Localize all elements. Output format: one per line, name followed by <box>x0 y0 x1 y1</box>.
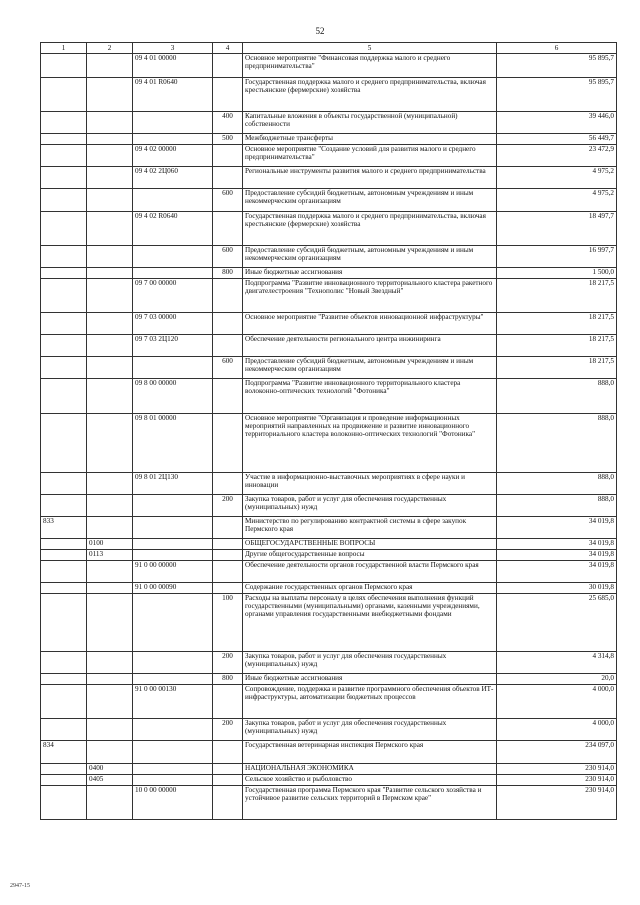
table-row <box>41 594 617 652</box>
amount-cell: 4 000,0 <box>497 719 617 741</box>
table-row <box>41 550 617 561</box>
expense-type-cell: 400 <box>213 112 243 134</box>
amount-cell: 23 472,9 <box>497 145 617 167</box>
target-article-cell <box>133 674 213 685</box>
section-code-cell <box>87 594 133 652</box>
table-row <box>41 583 617 594</box>
description-cell: Другие общегосударственные вопросы <box>243 550 497 561</box>
amount-cell: 230 914,0 <box>497 764 617 775</box>
amount-cell: 888,0 <box>497 473 617 495</box>
section-code-cell <box>87 335 133 357</box>
section-code-cell <box>87 167 133 189</box>
table-row <box>41 112 617 134</box>
agency-code-cell <box>41 539 87 550</box>
header-row <box>41 43 617 54</box>
description-cell: Основное мероприятие "Организация и проведение информационных мероприятий направленных на продвижение и развитие инновационного территориального кластера волоконно-оптических технологий "Фотоника" <box>243 414 497 473</box>
description-cell: Основное мероприятие "Развитие объектов инновационной инфраструктуры" <box>243 313 497 335</box>
table-row <box>41 379 617 414</box>
table-row <box>41 246 617 268</box>
description-cell: Закупка товаров, работ и услуг для обеспечения государственных (муниципальных) нужд <box>243 652 497 674</box>
table-row <box>41 335 617 357</box>
section-code-cell <box>87 652 133 674</box>
target-article-cell <box>133 594 213 652</box>
table-row <box>41 685 617 719</box>
table-row <box>41 78 617 112</box>
section-code-cell <box>87 189 133 212</box>
table-row <box>41 54 617 78</box>
target-article-cell: 09 8 00 00000 <box>133 379 213 414</box>
section-code-cell: 0405 <box>87 775 133 786</box>
section-code-cell <box>87 674 133 685</box>
description-cell: Иные бюджетные ассигнования <box>243 268 497 279</box>
description-cell: Закупка товаров, работ и услуг для обеспечения государственных (муниципальных) нужд <box>243 495 497 517</box>
expense-type-cell: 600 <box>213 246 243 268</box>
expense-type-cell: 600 <box>213 357 243 379</box>
target-article-cell <box>133 550 213 561</box>
agency-code-cell <box>41 414 87 473</box>
description-cell: Участие в информационно-выставочных мероприятиях в сфере науки и инновации <box>243 473 497 495</box>
header-cell-6: 6 <box>497 43 617 54</box>
expense-type-cell <box>213 775 243 786</box>
amount-cell: 18 217,5 <box>497 313 617 335</box>
target-article-cell <box>133 517 213 539</box>
description-cell: Государственная поддержка малого и среднего предпринимательства, включая крестьянские (фермерские) хозяйства <box>243 78 497 112</box>
amount-cell: 234 097,0 <box>497 741 617 764</box>
amount-cell: 20,0 <box>497 674 617 685</box>
section-code-cell <box>87 379 133 414</box>
expense-type-cell: 200 <box>213 495 243 517</box>
section-code-cell <box>87 246 133 268</box>
amount-cell: 18 217,5 <box>497 279 617 313</box>
table-row <box>41 145 617 167</box>
description-cell: Предоставление субсидий бюджетным, автономным учреждениям и иным некоммерческим организациям <box>243 357 497 379</box>
amount-cell: 4 975,2 <box>497 167 617 189</box>
expense-type-cell: 800 <box>213 268 243 279</box>
target-article-cell <box>133 357 213 379</box>
agency-code-cell: 834 <box>41 741 87 764</box>
amount-cell: 888,0 <box>497 379 617 414</box>
section-code-cell <box>87 719 133 741</box>
amount-cell: 95 895,7 <box>497 54 617 78</box>
target-article-cell <box>133 719 213 741</box>
expense-type-cell: 800 <box>213 674 243 685</box>
amount-cell: 230 914,0 <box>497 786 617 820</box>
amount-cell: 4 000,0 <box>497 685 617 719</box>
section-code-cell <box>87 313 133 335</box>
agency-code-cell <box>41 594 87 652</box>
table-row <box>41 134 617 145</box>
expense-type-cell: 600 <box>213 189 243 212</box>
agency-code-cell <box>41 112 87 134</box>
description-cell: Подпрограмма "Развитие инновационного территориального кластера волоконно-оптических технологий "Фотоника" <box>243 379 497 414</box>
target-article-cell <box>133 764 213 775</box>
table-row <box>41 652 617 674</box>
target-article-cell: 91 0 00 00000 <box>133 561 213 583</box>
section-code-cell <box>87 517 133 539</box>
section-code-cell <box>87 473 133 495</box>
expense-type-cell <box>213 583 243 594</box>
expense-type-cell <box>213 550 243 561</box>
expense-type-cell <box>213 335 243 357</box>
expense-type-cell: 500 <box>213 134 243 145</box>
expense-type-cell <box>213 54 243 78</box>
description-cell: Сопровождение, поддержка и развитие программного обеспечения объектов ИТ-инфраструктуры, автоматизации бюджетных процессов <box>243 685 497 719</box>
description-cell: ОБЩЕГОСУДАРСТВЕННЫЕ ВОПРОСЫ <box>243 539 497 550</box>
expense-type-cell <box>213 167 243 189</box>
target-article-cell <box>133 495 213 517</box>
agency-code-cell <box>41 473 87 495</box>
expense-type-cell <box>213 517 243 539</box>
target-article-cell: 09 8 01 2Ц130 <box>133 473 213 495</box>
table-row <box>41 212 617 246</box>
amount-cell: 25 685,0 <box>497 594 617 652</box>
expense-type-cell <box>213 279 243 313</box>
section-code-cell <box>87 54 133 78</box>
amount-cell: 34 019,8 <box>497 539 617 550</box>
expense-type-cell <box>213 414 243 473</box>
target-article-cell: 09 4 01 00000 <box>133 54 213 78</box>
target-article-cell: 09 7 00 00000 <box>133 279 213 313</box>
expense-type-cell <box>213 78 243 112</box>
section-code-cell: 0400 <box>87 764 133 775</box>
target-article-cell <box>133 112 213 134</box>
amount-cell: 1 500,0 <box>497 268 617 279</box>
target-article-cell <box>133 246 213 268</box>
header-cell-5: 5 <box>243 43 497 54</box>
agency-code-cell <box>41 279 87 313</box>
expense-type-cell <box>213 473 243 495</box>
agency-code-cell <box>41 357 87 379</box>
amount-cell: 4 975,2 <box>497 189 617 212</box>
section-code-cell <box>87 741 133 764</box>
target-article-cell: 09 8 01 00000 <box>133 414 213 473</box>
table-row <box>41 268 617 279</box>
description-cell: Обеспечение деятельности регионального центра инжиниринга <box>243 335 497 357</box>
description-cell: Государственная ветеринарная инспекция Пермского края <box>243 741 497 764</box>
section-code-cell: 0113 <box>87 550 133 561</box>
expense-type-cell: 100 <box>213 594 243 652</box>
target-article-cell: 91 0 00 00130 <box>133 685 213 719</box>
agency-code-cell <box>41 775 87 786</box>
target-article-cell: 09 7 03 00000 <box>133 313 213 335</box>
section-code-cell <box>87 583 133 594</box>
table-row <box>41 357 617 379</box>
section-code-cell <box>87 212 133 246</box>
table-row <box>41 741 617 764</box>
description-cell: Иные бюджетные ассигнования <box>243 674 497 685</box>
table-row <box>41 674 617 685</box>
expense-type-cell <box>213 685 243 719</box>
agency-code-cell <box>41 246 87 268</box>
description-cell: Предоставление субсидий бюджетным, автономным учреждениям и иным некоммерческим организациям <box>243 189 497 212</box>
description-cell: Государственная поддержка малого и среднего предпринимательства, включая крестьянские (фермерские) хозяйства <box>243 212 497 246</box>
target-article-cell: 09 4 02 R0640 <box>133 212 213 246</box>
table-row <box>41 517 617 539</box>
description-cell: Содержание государственных органов Пермского края <box>243 583 497 594</box>
expense-type-cell <box>213 539 243 550</box>
table-row <box>41 719 617 741</box>
agency-code-cell <box>41 54 87 78</box>
section-code-cell: 0100 <box>87 539 133 550</box>
expense-type-cell <box>213 313 243 335</box>
section-code-cell <box>87 279 133 313</box>
description-cell: Капитальные вложения в объекты государственной (муниципальной) собственности <box>243 112 497 134</box>
target-article-cell <box>133 189 213 212</box>
table-row <box>41 167 617 189</box>
table-row <box>41 561 617 583</box>
agency-code-cell <box>41 583 87 594</box>
table-row <box>41 189 617 212</box>
budget-table <box>40 42 617 820</box>
agency-code-cell <box>41 167 87 189</box>
section-code-cell <box>87 414 133 473</box>
table-row <box>41 775 617 786</box>
amount-cell: 34 019,8 <box>497 561 617 583</box>
expense-type-cell <box>213 212 243 246</box>
section-code-cell <box>87 112 133 134</box>
target-article-cell <box>133 539 213 550</box>
header-cell-2: 2 <box>87 43 133 54</box>
amount-cell: 888,0 <box>497 414 617 473</box>
agency-code-cell <box>41 685 87 719</box>
agency-code-cell <box>41 561 87 583</box>
header-cell-1: 1 <box>41 43 87 54</box>
amount-cell: 39 446,0 <box>497 112 617 134</box>
target-article-cell <box>133 741 213 764</box>
table-row <box>41 414 617 473</box>
amount-cell: 18 497,7 <box>497 212 617 246</box>
section-code-cell <box>87 685 133 719</box>
description-cell: Министерство по регулированию контрактной системы в сфере закупок Пермского края <box>243 517 497 539</box>
section-code-cell <box>87 145 133 167</box>
table-row <box>41 473 617 495</box>
section-code-cell <box>87 268 133 279</box>
agency-code-cell <box>41 78 87 112</box>
agency-code-cell <box>41 335 87 357</box>
description-cell: Обеспечение деятельности органов государственной власти Пермского края <box>243 561 497 583</box>
header-cell-4: 4 <box>213 43 243 54</box>
footer-code: 2947-15 <box>10 883 30 889</box>
target-article-cell: 10 0 00 00000 <box>133 786 213 820</box>
target-article-cell: 09 4 02 2Ц060 <box>133 167 213 189</box>
expense-type-cell <box>213 379 243 414</box>
amount-cell: 16 997,7 <box>497 246 617 268</box>
description-cell: Закупка товаров, работ и услуг для обеспечения государственных (муниципальных) нужд <box>243 719 497 741</box>
table-row <box>41 313 617 335</box>
agency-code-cell <box>41 145 87 167</box>
target-article-cell <box>133 652 213 674</box>
amount-cell: 4 314,8 <box>497 652 617 674</box>
target-article-cell <box>133 134 213 145</box>
amount-cell: 18 217,5 <box>497 357 617 379</box>
target-article-cell: 09 4 01 R0640 <box>133 78 213 112</box>
target-article-cell <box>133 268 213 279</box>
description-cell: Региональные инструменты развития малого и среднего предпринимательства <box>243 167 497 189</box>
agency-code-cell <box>41 134 87 145</box>
table-row <box>41 539 617 550</box>
amount-cell: 95 895,7 <box>497 78 617 112</box>
description-cell: Предоставление субсидий бюджетным, автономным учреждениям и иным некоммерческим организациям <box>243 246 497 268</box>
amount-cell: 34 019,8 <box>497 550 617 561</box>
section-code-cell <box>87 495 133 517</box>
amount-cell: 56 449,7 <box>497 134 617 145</box>
description-cell: Основное мероприятие "Финансовая поддержка малого и среднего предпринимательства" <box>243 54 497 78</box>
section-code-cell <box>87 78 133 112</box>
description-cell: Расходы на выплаты персоналу в целях обеспечения выполнения функций государственными (муниципальными) органами, казенными учреждениями, органами управления государственными внебюджетными фондами <box>243 594 497 652</box>
amount-cell: 888,0 <box>497 495 617 517</box>
target-article-cell: 91 0 00 00090 <box>133 583 213 594</box>
table-row <box>41 764 617 775</box>
amount-cell: 18 217,5 <box>497 335 617 357</box>
description-cell: Подпрограмма "Развитие инновационного территориального кластера ракетного двигателестроения "Технополис "Новый Звездный" <box>243 279 497 313</box>
description-cell: НАЦИОНАЛЬНАЯ ЭКОНОМИКА <box>243 764 497 775</box>
table-row <box>41 786 617 820</box>
agency-code-cell <box>41 212 87 246</box>
agency-code-cell <box>41 764 87 775</box>
table-row <box>41 279 617 313</box>
expense-type-cell: 200 <box>213 652 243 674</box>
agency-code-cell <box>41 652 87 674</box>
target-article-cell: 09 7 03 2Ц120 <box>133 335 213 357</box>
expense-type-cell <box>213 786 243 820</box>
description-cell: Государственная программа Пермского края "Развитие сельского хозяйства и устойчивое развитие сельских территорий в Пермском крае" <box>243 786 497 820</box>
agency-code-cell <box>41 550 87 561</box>
agency-code-cell: 833 <box>41 517 87 539</box>
amount-cell: 30 019,8 <box>497 583 617 594</box>
agency-code-cell <box>41 313 87 335</box>
agency-code-cell <box>41 719 87 741</box>
target-article-cell <box>133 775 213 786</box>
section-code-cell <box>87 357 133 379</box>
description-cell: Межбюджетные трансферты <box>243 134 497 145</box>
expense-type-cell <box>213 561 243 583</box>
expense-type-cell <box>213 741 243 764</box>
section-code-cell <box>87 561 133 583</box>
agency-code-cell <box>41 495 87 517</box>
target-article-cell: 09 4 02 00000 <box>133 145 213 167</box>
section-code-cell <box>87 134 133 145</box>
amount-cell: 230 914,0 <box>497 775 617 786</box>
expense-type-cell <box>213 145 243 167</box>
table-row <box>41 495 617 517</box>
agency-code-cell <box>41 786 87 820</box>
header-cell-3: 3 <box>133 43 213 54</box>
section-code-cell <box>87 786 133 820</box>
agency-code-cell <box>41 268 87 279</box>
agency-code-cell <box>41 674 87 685</box>
description-cell: Сельское хозяйство и рыболовство <box>243 775 497 786</box>
agency-code-cell <box>41 379 87 414</box>
expense-type-cell <box>213 764 243 775</box>
table-body <box>41 54 617 820</box>
expense-type-cell: 200 <box>213 719 243 741</box>
amount-cell: 34 019,8 <box>497 517 617 539</box>
description-cell: Основное мероприятие "Создание условий для развития малого и среднего предпринимательства" <box>243 145 497 167</box>
agency-code-cell <box>41 189 87 212</box>
page-number: 52 <box>315 26 325 36</box>
